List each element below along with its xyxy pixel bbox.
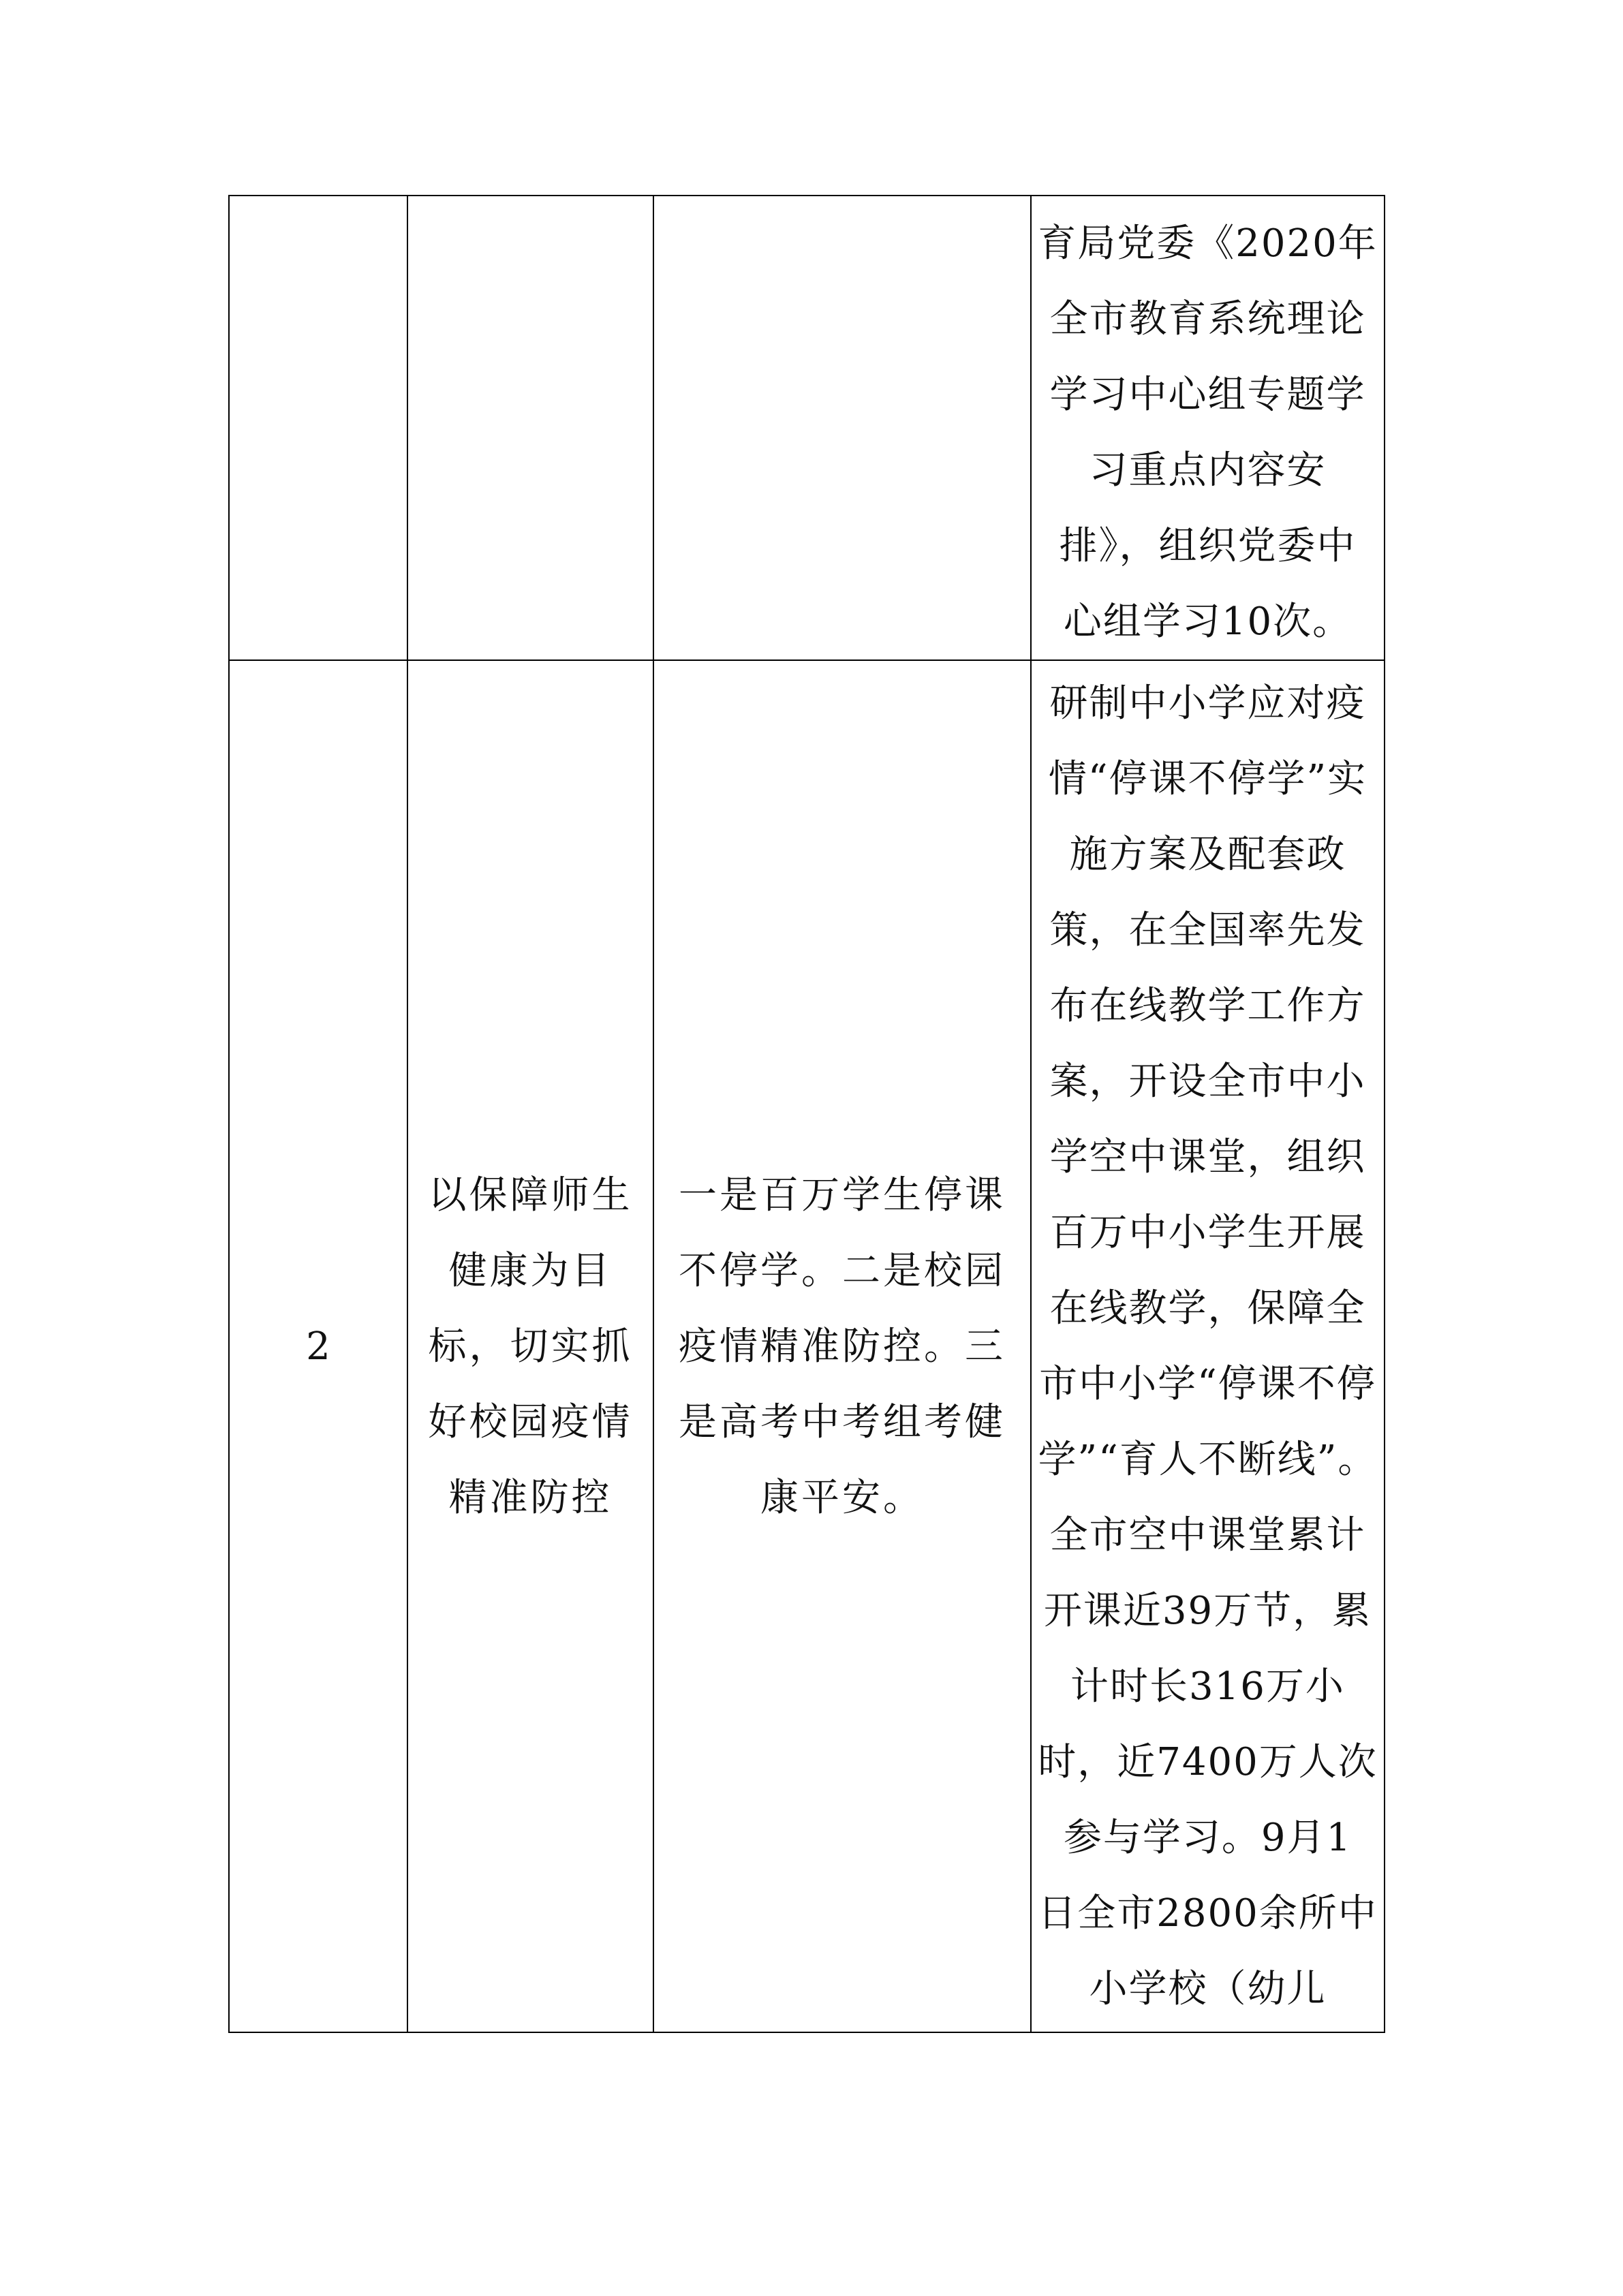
detail-line: 案，开设全市中小 xyxy=(1049,1059,1366,1104)
row1-number-cell xyxy=(229,196,407,660)
row1-detail-cell xyxy=(1031,196,1385,660)
content-line: 是高考中考组考健 xyxy=(679,1399,1006,1444)
detail-line: 学空中课堂，组织 xyxy=(1049,1135,1366,1179)
content-line: 康平安。 xyxy=(760,1475,924,1520)
row1-content-cell xyxy=(653,196,1031,660)
detail-line: 施方案及配套政 xyxy=(1069,833,1346,877)
detail-line: 百万中小学生开展 xyxy=(1049,1211,1366,1255)
row1-goal-cell xyxy=(407,196,653,660)
detail-line: 排》，组织党委中 xyxy=(1059,524,1357,568)
detail-line: 开课近39万节，累 xyxy=(1043,1589,1372,1633)
goal-line: 精准防控 xyxy=(448,1475,613,1520)
detail-line: 小学校（幼儿 xyxy=(1089,1967,1327,2011)
table-row xyxy=(229,660,1385,2032)
detail-line: 时，近7400万人次 xyxy=(1038,1740,1378,1784)
detail-line: 全市空中课堂累计 xyxy=(1049,1513,1366,1557)
detail-line: 布在线教学工作方 xyxy=(1049,984,1366,1028)
goal-line: 好校园疫情 xyxy=(428,1399,633,1444)
row-number: 2 xyxy=(306,1324,330,1369)
row2-detail-cell xyxy=(1031,660,1385,2032)
detail-line: 学习中心组专题学 xyxy=(1049,373,1366,417)
content-line: 一是百万学生停课 xyxy=(679,1173,1006,1217)
row2-content-cell xyxy=(653,660,1031,2032)
detail-line: 学”“育人不断线”。 xyxy=(1038,1438,1378,1482)
detail-line: 心组学习10次。 xyxy=(1063,600,1352,644)
detail-line: 研制中小学应对疫 xyxy=(1049,681,1366,726)
goal-line: 以保障师生 xyxy=(428,1173,633,1217)
work-summary-table xyxy=(228,195,1385,2033)
detail-line: 在线教学，保障全 xyxy=(1049,1286,1366,1331)
goal-line: 标，切实抓 xyxy=(428,1324,633,1369)
table-row xyxy=(229,196,1385,660)
content-line: 疫情精准防控。三 xyxy=(679,1324,1006,1369)
row2-goal-cell xyxy=(407,660,653,2032)
row2-number-cell xyxy=(229,660,407,2032)
detail-line: 情“停课不停学”实 xyxy=(1048,757,1367,801)
detail-line: 习重点内容安 xyxy=(1089,448,1327,493)
detail-line: 市中小学“停课不停 xyxy=(1039,1362,1376,1406)
detail-line: 计时长316万小 xyxy=(1070,1664,1345,1709)
detail-line: 日全市2800余所中 xyxy=(1038,1891,1378,1936)
goal-line: 健康为目 xyxy=(448,1248,613,1293)
detail-line: 全市教育系统理论 xyxy=(1049,297,1366,341)
detail-line: 参与学习。9月1 xyxy=(1063,1816,1352,1860)
detail-line: 策，在全国率先发 xyxy=(1049,908,1366,952)
detail-line: 育局党委《2020年 xyxy=(1038,221,1378,266)
content-line: 不停学。二是校园 xyxy=(679,1248,1006,1293)
